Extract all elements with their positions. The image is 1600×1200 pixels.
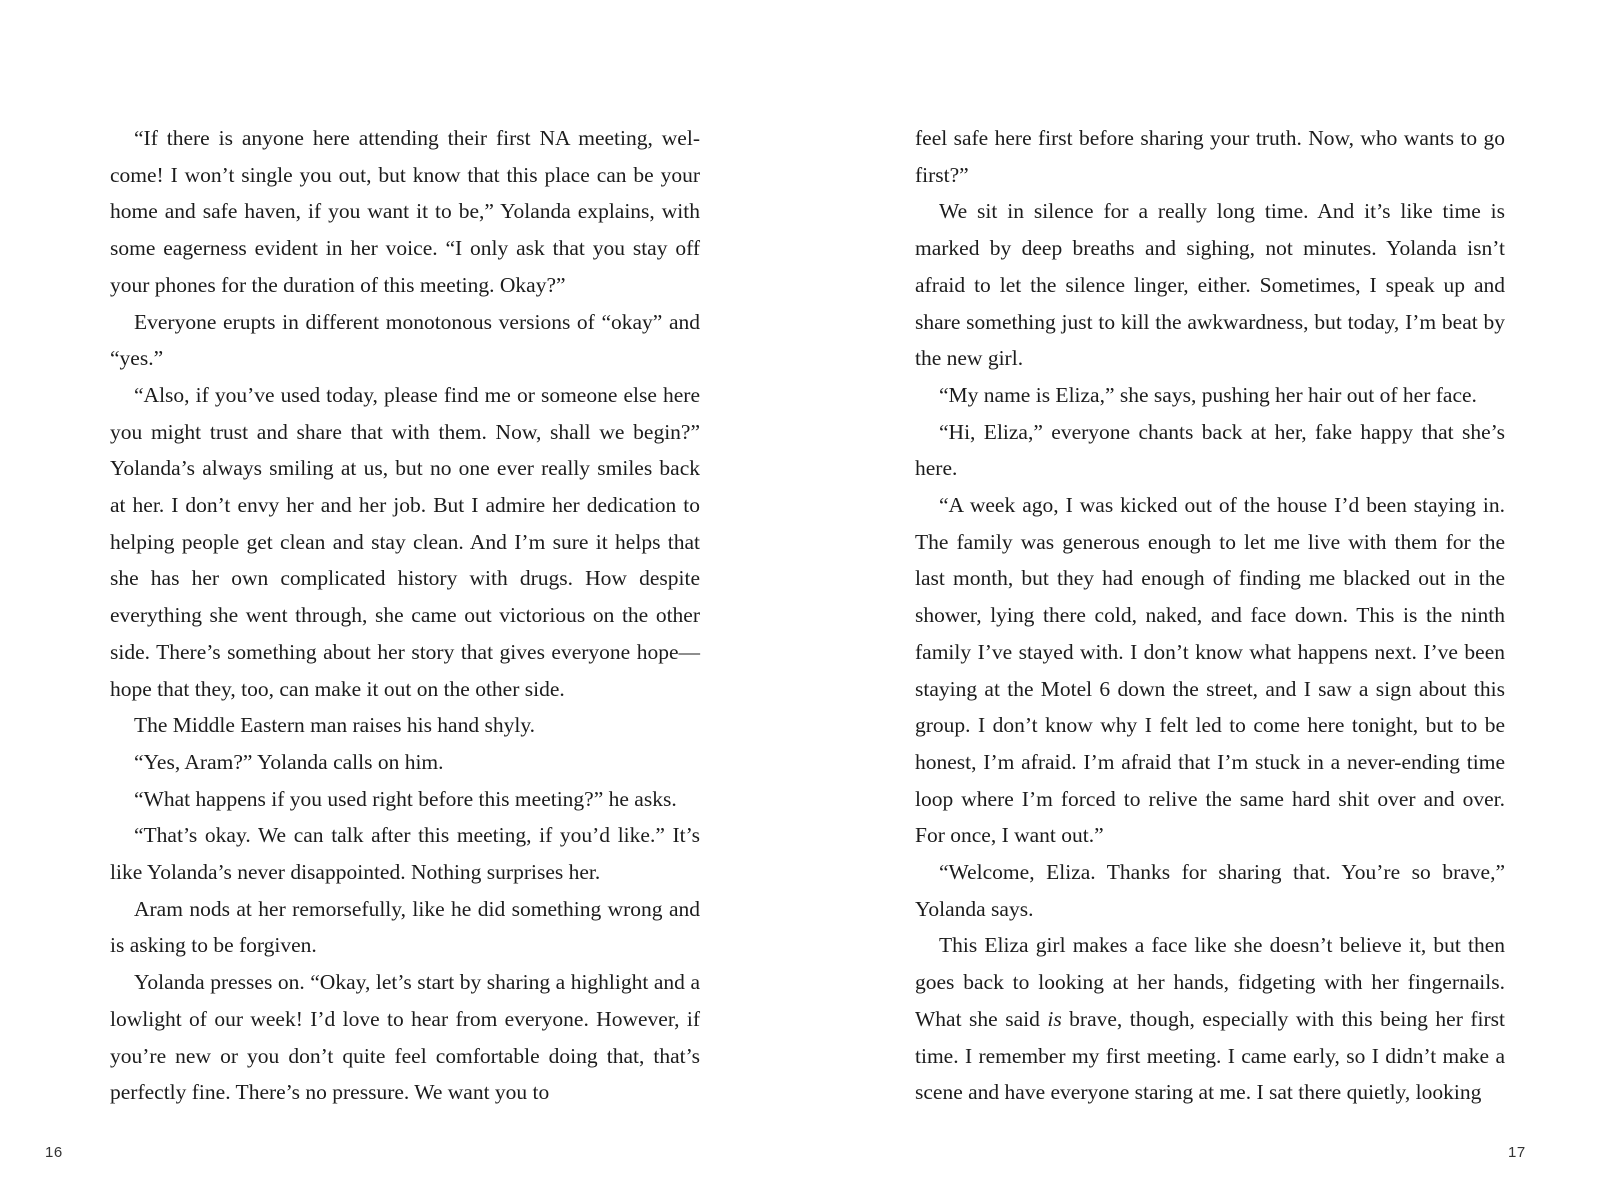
paragraph: The Middle Eastern man raises his hand shyly.	[134, 713, 536, 738]
right-page	[800, 0, 1600, 1200]
right-page-text	[915, 120, 1505, 1111]
paragraph: “Welcome, Eliza. Thanks for sharing that. You’re so brave,” Yolanda says.	[915, 860, 1505, 921]
paragraph: “If there is anyone here attending their first NA meeting, welcome! I won’t single you out, but know that this place can be your home and safe haven, if you want it to be,” Yolanda explains, with some eagerness evident in her voice. “I only ask that you stay off your phones for the duration of this meeting. Okay?”	[110, 126, 700, 297]
page-number-left: 16	[45, 1144, 63, 1161]
paragraph-text: This Eliza girl makes a face like she doesn’t believe it, but then goes back to looking at her hands, fidgeting with her fingernails. What she said	[915, 933, 1505, 1031]
paragraph: Yolanda presses on. “Okay, let’s start by sharing a highlight and a lowlight of our week! I’d love to hear from everyone. However, if you’re new or you don’t quite feel comfortable doing that, that’s perfectly fine. There’s no pressure. We want you to	[110, 970, 700, 1105]
paragraph: Everyone erupts in different monotonous versions of “okay” and “yes.”	[110, 309, 700, 371]
paragraph: “Hi, Eliza,” everyone chants back at her, fake happy that she’s here.	[915, 419, 1505, 481]
paragraph: We sit in silence for a really long time. And it’s like time is marked by deep breaths and sighing, not minutes. Yolanda isn’t afraid to let the silence linger, either. Sometimes, I speak up and share something just to kill the awkwardness, but today, I’m beat by the new girl.	[915, 199, 1505, 371]
paragraph-with-emphasis	[915, 927, 1505, 1111]
paragraph: “What happens if you used right before this meeting?” he asks.	[134, 786, 677, 811]
page-number-right: 17	[1508, 1144, 1526, 1161]
paragraph: “That’s okay. We can talk after this meeting, if you’d like.” It’s like Yolanda’s never disappointed. Nothing surprises her.	[110, 823, 700, 885]
paragraph: “My name is Eliza,” she says, pushing her hair out of her face.	[939, 382, 1477, 407]
paragraph: “Also, if you’ve used today, please find me or someone else here you might trust and share that with them. Now, shall we begin?” Yolanda’s always smiling at us, but no one ever really smiles back at her. I don’t envy her and her job. But I admire her dedication to helping people get clean and stay clean. And I’m sure it helps that she has her own complicated history with drugs. How despite everything she went through, she came out victorious on the other side. There’s something about her story that gives everyone hope—hope that they, too, can make it out on the other side.	[110, 382, 700, 701]
paragraph-text: brave, though, especially with this being her first time. I remember my first meeting. I came early, so I didn’t make a scene and have everyone staring at me. I sat there quietly, looking	[915, 1006, 1505, 1105]
left-page-text	[110, 120, 700, 1111]
paragraph: Aram nods at her remorsefully, like he did something wrong and is asking to be forgiven.	[110, 896, 700, 958]
continued-paragraph: feel safe here first before sharing your truth. Now, who wants to go first?”	[915, 126, 1505, 187]
emphasis-text: is	[1047, 1006, 1062, 1031]
paragraph: “Yes, Aram?” Yolanda calls on him.	[134, 749, 444, 774]
paragraph: “A week ago, I was kicked out of the house I’d been staying in. The family was generous enough to let me live with them for the last month, but they had enough of finding me blacked out in the shower, lying there cold, naked, and face down. This is the ninth family I’ve stayed with. I don’t know what happens next. I’ve been staying at the Motel 6 down the street, and I saw a sign about this group. I don’t know why I felt led to come here tonight, but to be honest, I’m afraid. I’m afraid that I’m stuck in a never-ending time loop where I’m forced to relive the same hard shit over and over. For once, I want out.”	[915, 493, 1505, 848]
